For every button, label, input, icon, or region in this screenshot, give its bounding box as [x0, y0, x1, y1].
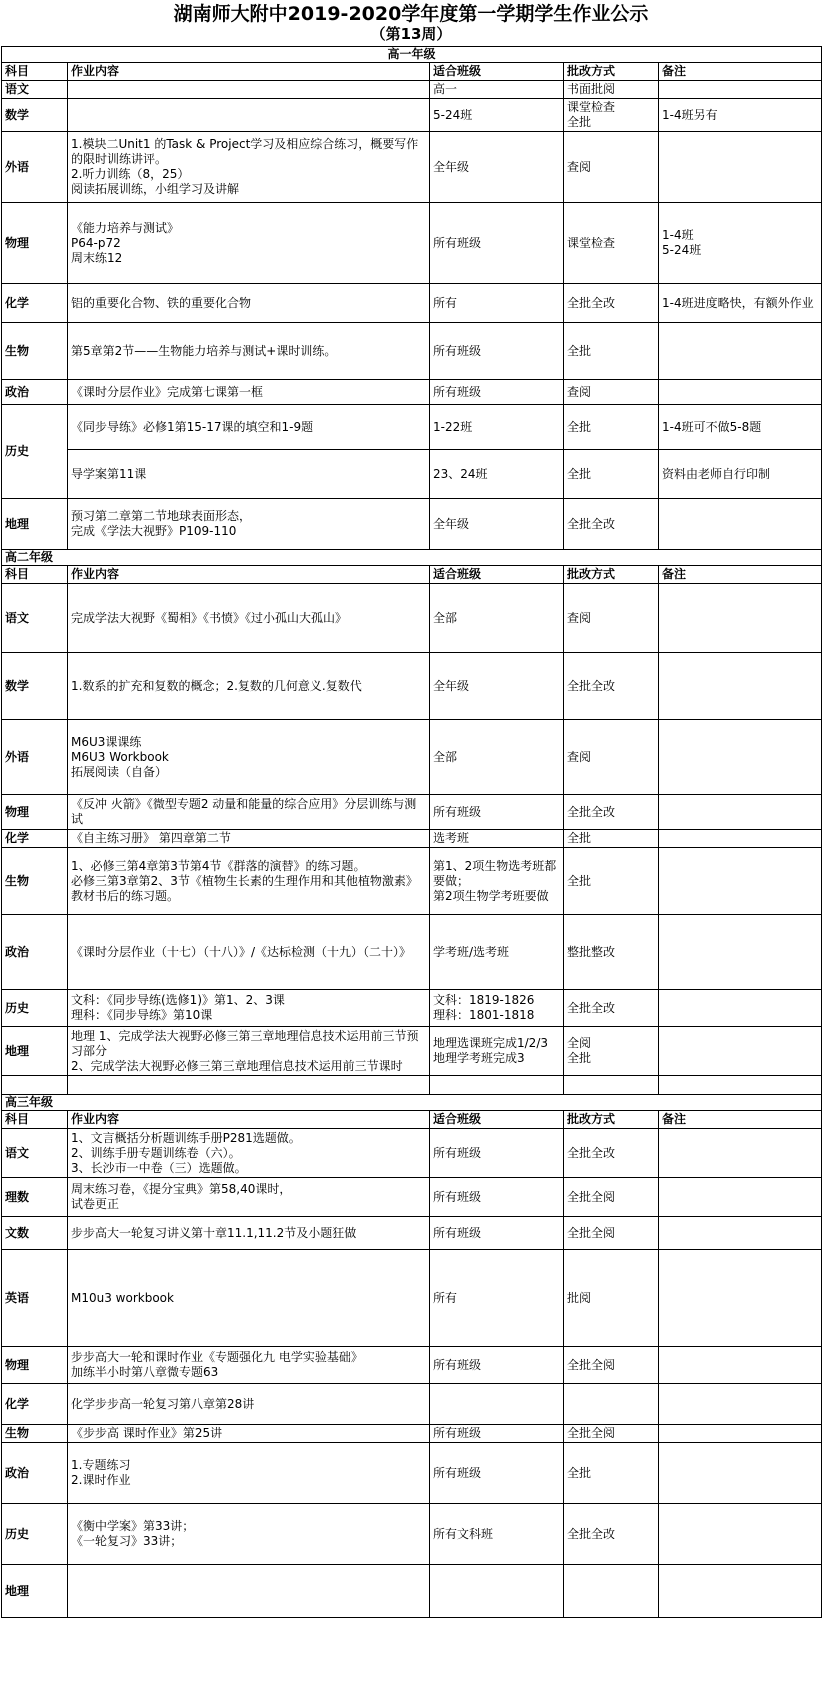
cell-class: 所有班级	[430, 1217, 564, 1250]
cell-class: 文科：1819-1826 理科：1801-1818	[430, 990, 564, 1027]
column-header-subject: 科目	[2, 566, 68, 584]
cell-method: 课堂检查	[564, 203, 659, 284]
grade-section-row	[2, 47, 822, 63]
cell-content: 预习第二章第二节地球表面形态， 完成《学法大视野》P109-110	[68, 499, 430, 550]
cell-content: 文科：《同步导练(选修1)》第1、2、3课 理科：《同步导练》第10课	[68, 990, 430, 1027]
cell-note	[659, 1384, 822, 1425]
cell-subject: 生物	[2, 848, 68, 915]
table-row	[2, 990, 822, 1027]
cell-note	[659, 1443, 822, 1504]
cell-subject: 政治	[2, 380, 68, 405]
grade-section-row	[2, 1095, 822, 1111]
cell-subject: 物理	[2, 795, 68, 830]
grade-section-title: 高二年级	[2, 550, 822, 566]
column-header-class: 适合班级	[430, 63, 564, 81]
table-row	[2, 720, 822, 795]
cell-class: 所有班级	[430, 1178, 564, 1217]
cell-subject: 化学	[2, 830, 68, 848]
cell-class: 1-22班	[430, 405, 564, 450]
cell-subject: 政治	[2, 1443, 68, 1504]
cell-class: 所有班级	[430, 203, 564, 284]
cell-subject: 外语	[2, 720, 68, 795]
cell-method: 全批全改	[564, 499, 659, 550]
cell-content: 《步步高 课时作业》第25讲	[68, 1425, 430, 1443]
cell-note	[659, 499, 822, 550]
cell-note	[659, 653, 822, 720]
column-header-content: 作业内容	[68, 566, 430, 584]
cell-content: 《自主练习册》 第四章第二节	[68, 830, 430, 848]
cell-content: 1、必修三第4章第3节第4节《群落的演替》的练习题。 必修三第3章第2、3节《植物生长素的生理作用和其他植物激素》教材书后的练习题。	[68, 848, 430, 915]
cell-note	[659, 1250, 822, 1347]
cell-class	[430, 1384, 564, 1425]
column-header-row	[2, 566, 822, 584]
cell-class: 所有班级	[430, 1347, 564, 1384]
cell-note	[659, 720, 822, 795]
table-row	[2, 203, 822, 284]
cell-content: 地理 1、完成学法大视野必修三第三章地理信息技术运用前三节预习部分 2、完成学法大视野必修三第三章地理信息技术运用前三节课时	[68, 1027, 430, 1076]
cell-method: 查阅	[564, 380, 659, 405]
table-row	[2, 1178, 822, 1217]
cell-subject: 数学	[2, 99, 68, 132]
cell-content	[68, 1565, 430, 1618]
cell-subject: 历史	[2, 405, 68, 499]
table-row	[2, 1129, 822, 1178]
table-row	[2, 284, 822, 323]
cell-note	[659, 1565, 822, 1618]
table-row	[2, 81, 822, 99]
cell-subject: 语文	[2, 584, 68, 653]
cell-note: 1-4班进度略快，有额外作业	[659, 284, 822, 323]
cell-class: 所有班级	[430, 380, 564, 405]
cell-note: 资料由老师自行印制	[659, 450, 822, 499]
cell-class: 全部	[430, 720, 564, 795]
cell-content: 铝的重要化合物、铁的重要化合物	[68, 284, 430, 323]
column-header-note: 备注	[659, 63, 822, 81]
cell-class	[430, 1565, 564, 1618]
cell-subject: 化学	[2, 284, 68, 323]
table-row	[2, 584, 822, 653]
cell-subject: 理数	[2, 1178, 68, 1217]
cell-subject: 生物	[2, 323, 68, 380]
cell-note	[659, 81, 822, 99]
cell-method: 全批全改	[564, 1129, 659, 1178]
column-header-content: 作业内容	[68, 63, 430, 81]
cell-content: 步步高大一轮和课时作业《专题强化九 电学实验基础》 加练半小时第八章微专题63	[68, 1347, 430, 1384]
cell-method: 全批全改	[564, 990, 659, 1027]
table-row	[2, 848, 822, 915]
table-row	[2, 1250, 822, 1347]
table-row	[2, 1425, 822, 1443]
cell-method: 书面批阅	[564, 81, 659, 99]
cell-content: 第5章第2节——生物能力培养与测试+课时训练。	[68, 323, 430, 380]
table-row	[2, 499, 822, 550]
cell-subject: 英语	[2, 1250, 68, 1347]
table-row	[2, 1076, 822, 1095]
column-header-row	[2, 1111, 822, 1129]
cell-method: 全批全改	[564, 284, 659, 323]
cell-method: 全批	[564, 1443, 659, 1504]
cell-content: 周末练习卷，《提分宝典》第58,40课时， 试卷更正	[68, 1178, 430, 1217]
cell-subject: 生物	[2, 1425, 68, 1443]
cell-method: 批阅	[564, 1250, 659, 1347]
cell-content: 步步高大一轮复习讲义第十章11.1,11.2节及小题狂做	[68, 1217, 430, 1250]
table-row	[2, 99, 822, 132]
cell-subject: 历史	[2, 990, 68, 1027]
cell-subject: 文数	[2, 1217, 68, 1250]
cell-content: 1、文言概括分析题训练手册P281选题做。 2、训练手册专题训练卷（六）。 3、长沙市一中卷（三）选题做。	[68, 1129, 430, 1178]
cell-class: 23、24班	[430, 450, 564, 499]
cell-content	[68, 81, 430, 99]
cell-method: 全批	[564, 848, 659, 915]
table-row	[2, 1027, 822, 1076]
cell-class: 学考班/选考班	[430, 915, 564, 990]
cell-subject: 语文	[2, 1129, 68, 1178]
grade-section-title: 高三年级	[2, 1095, 822, 1111]
cell-content: 完成学法大视野《蜀相》《书愤》《过小孤山大孤山》	[68, 584, 430, 653]
table-row	[2, 795, 822, 830]
cell-subject: 外语	[2, 132, 68, 203]
cell-content	[68, 99, 430, 132]
table-row	[2, 1347, 822, 1384]
cell-subject: 物理	[2, 1347, 68, 1384]
cell-note	[659, 915, 822, 990]
cell-content: 1.专题练习 2.课时作业	[68, 1443, 430, 1504]
cell-note	[659, 990, 822, 1027]
cell-method	[564, 1076, 659, 1095]
cell-note	[659, 848, 822, 915]
cell-method: 全阅 全批	[564, 1027, 659, 1076]
table-row	[2, 323, 822, 380]
cell-class: 所有	[430, 1250, 564, 1347]
column-header-class: 适合班级	[430, 1111, 564, 1129]
cell-note: 1-4班可不做5-8题	[659, 405, 822, 450]
cell-method: 课堂检查 全批	[564, 99, 659, 132]
cell-subject: 地理	[2, 499, 68, 550]
cell-method: 全批全阅	[564, 1425, 659, 1443]
column-header-method: 批改方式	[564, 1111, 659, 1129]
cell-note	[659, 132, 822, 203]
homework-table	[1, 46, 822, 1618]
cell-content: 1.模块二Unit1 的Task & Project学习及相应综合练习，概要写作的限时训练讲评。 2.听力训练（8，25） 阅读拓展训练，小组学习及讲解	[68, 132, 430, 203]
cell-content: 《衡中学案》第33讲； 《一轮复习》33讲；	[68, 1504, 430, 1565]
page-title: 湖南师大附中2019-2020学年度第一学期学生作业公示	[173, 3, 649, 25]
cell-note	[659, 1347, 822, 1384]
cell-content	[68, 1076, 430, 1095]
cell-class: 选考班	[430, 830, 564, 848]
table-row	[2, 653, 822, 720]
column-header-row	[2, 63, 822, 81]
cell-method: 全批全改	[564, 795, 659, 830]
table-row	[2, 380, 822, 405]
cell-class: 所有班级	[430, 1443, 564, 1504]
cell-note	[659, 323, 822, 380]
table-row	[2, 1443, 822, 1504]
cell-subject: 语文	[2, 81, 68, 99]
cell-method: 查阅	[564, 584, 659, 653]
column-header-method: 批改方式	[564, 63, 659, 81]
cell-note: 1-4班 5-24班	[659, 203, 822, 284]
cell-method: 整批整改	[564, 915, 659, 990]
cell-subject: 化学	[2, 1384, 68, 1425]
cell-note	[659, 1178, 822, 1217]
cell-method: 查阅	[564, 132, 659, 203]
column-header-note: 备注	[659, 1111, 822, 1129]
cell-class: 全部	[430, 584, 564, 653]
column-header-class: 适合班级	[430, 566, 564, 584]
cell-class	[430, 1076, 564, 1095]
table-row	[2, 1565, 822, 1618]
table-row	[2, 830, 822, 848]
cell-class: 所有班级	[430, 1425, 564, 1443]
cell-note	[659, 795, 822, 830]
cell-class: 全年级	[430, 499, 564, 550]
cell-class: 所有	[430, 284, 564, 323]
week-label: （第13周）	[370, 25, 452, 43]
cell-content: 1.数系的扩充和复数的概念；2.复数的几何意义.复数代	[68, 653, 430, 720]
grade-section-title: 高一年级	[2, 47, 822, 63]
cell-content: 《课时分层作业》完成第七课第一框	[68, 380, 430, 405]
table-row	[2, 450, 822, 499]
cell-content: 《反冲 火箭》《微型专题2 动量和能量的综合应用》分层训练与测试	[68, 795, 430, 830]
cell-note	[659, 1425, 822, 1443]
cell-method: 全批全阅	[564, 1217, 659, 1250]
cell-method: 全批全阅	[564, 1347, 659, 1384]
cell-class: 全年级	[430, 132, 564, 203]
cell-content: 《能力培养与测试》 P64-p72 周末练12	[68, 203, 430, 284]
cell-subject: 政治	[2, 915, 68, 990]
column-header-method: 批改方式	[564, 566, 659, 584]
cell-note	[659, 1027, 822, 1076]
cell-method: 全批全改	[564, 1504, 659, 1565]
cell-method: 查阅	[564, 720, 659, 795]
cell-content: M10u3 workbook	[68, 1250, 430, 1347]
table-row	[2, 915, 822, 990]
cell-subject: 历史	[2, 1504, 68, 1565]
table-row	[2, 1217, 822, 1250]
cell-method: 全批	[564, 830, 659, 848]
cell-method: 全批全阅	[564, 1178, 659, 1217]
cell-note	[659, 1129, 822, 1178]
cell-note	[659, 380, 822, 405]
cell-class: 高一	[430, 81, 564, 99]
table-row	[2, 132, 822, 203]
cell-method: 全批	[564, 405, 659, 450]
cell-class: 所有文科班	[430, 1504, 564, 1565]
cell-class: 所有班级	[430, 795, 564, 830]
cell-subject: 数学	[2, 653, 68, 720]
cell-class: 第1、2项生物选考班都要做； 第2项生物学考班要做	[430, 848, 564, 915]
cell-class: 5-24班	[430, 99, 564, 132]
table-row	[2, 1384, 822, 1425]
cell-method	[564, 1384, 659, 1425]
cell-note: 1-4班另有	[659, 99, 822, 132]
cell-content: 《课时分层作业（十七）（十八）》/《达标检测（十九）（二十）》	[68, 915, 430, 990]
cell-content: M6U3课课练 M6U3 Workbook 拓展阅读（自备）	[68, 720, 430, 795]
cell-note	[659, 584, 822, 653]
cell-class: 所有班级	[430, 323, 564, 380]
cell-note	[659, 1076, 822, 1095]
cell-content: 化学步步高一轮复习第八章第28讲	[68, 1384, 430, 1425]
cell-note	[659, 1217, 822, 1250]
cell-note	[659, 1504, 822, 1565]
cell-content: 《同步导练》必修1第15-17课的填空和1-9题	[68, 405, 430, 450]
column-header-note: 备注	[659, 566, 822, 584]
cell-method: 全批	[564, 450, 659, 499]
cell-method: 全批全改	[564, 653, 659, 720]
grade-section-row	[2, 550, 822, 566]
cell-subject: 地理	[2, 1565, 68, 1618]
column-header-subject: 科目	[2, 63, 68, 81]
cell-subject	[2, 1076, 68, 1095]
cell-method	[564, 1565, 659, 1618]
cell-class: 地理选课班完成1/2/3 地理学考班完成3	[430, 1027, 564, 1076]
table-row	[2, 405, 822, 450]
column-header-content: 作业内容	[68, 1111, 430, 1129]
table-row	[2, 1504, 822, 1565]
cell-note	[659, 830, 822, 848]
cell-class: 全年级	[430, 653, 564, 720]
cell-content: 导学案第11课	[68, 450, 430, 499]
column-header-subject: 科目	[2, 1111, 68, 1129]
cell-class: 所有班级	[430, 1129, 564, 1178]
cell-method: 全批	[564, 323, 659, 380]
cell-subject: 地理	[2, 1027, 68, 1076]
cell-subject: 物理	[2, 203, 68, 284]
